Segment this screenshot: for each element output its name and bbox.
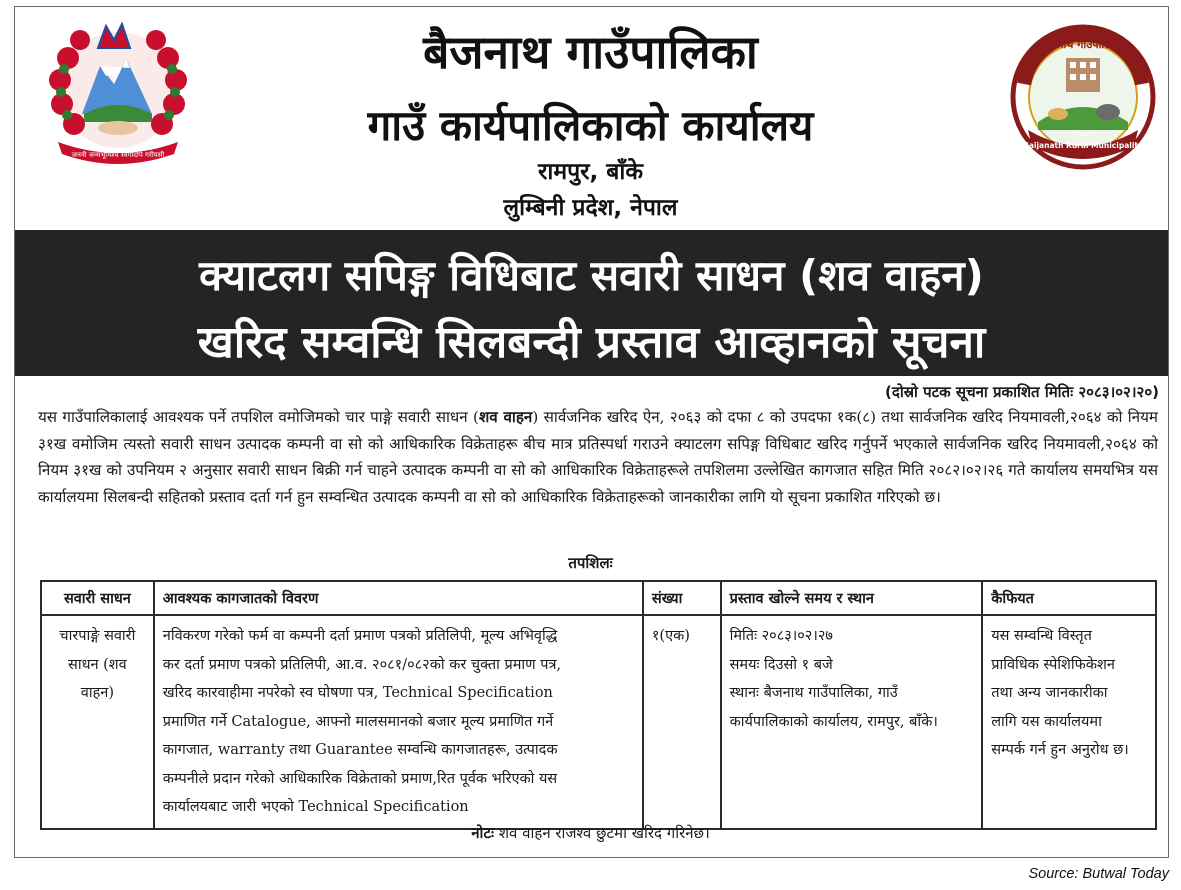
remarks-line: तथा अन्य जानकारीका <box>991 685 1108 701</box>
office-name: गाउँ कार्यपालिकाको कार्यालय <box>367 101 814 150</box>
vehicle-line: वाहन) <box>80 685 114 701</box>
municipality-name: बैजनाथ गाउँपालिका <box>423 25 758 79</box>
table-header-row <box>41 581 1156 615</box>
logo-year: २०७३ <box>1076 131 1090 138</box>
notice-note <box>0 823 1181 843</box>
header-vehicle: सवारी साधन <box>41 581 154 615</box>
cell-vehicle <box>41 615 154 829</box>
opening-line: स्थानः बैजनाथ गाउँपालिका, गाउँ <box>729 685 898 701</box>
notice-title-banner <box>15 230 1168 376</box>
office-province: लुम्बिनी प्रदेश, नेपाल <box>503 195 678 221</box>
vehicle-line: चारपाङ्गे सवारी <box>59 628 136 644</box>
logo-top-text: बैजनाथ गाउँपालिका <box>1042 38 1124 51</box>
schedule-table <box>40 580 1157 830</box>
header-remarks: कैफियत <box>982 581 1156 615</box>
emblem-motto: जननी जन्मभूमिश्च स्वर्गादपि गरीयसी <box>71 151 165 159</box>
documents-line: खरिद कारवाहीमा नपरेको स्व घोषणा पत्र, Technical Specification <box>162 685 553 701</box>
remarks-line: लागि यस कार्यालयमा <box>991 713 1102 730</box>
body-intro-part1: यस गाउँपालिकालाई आवश्यक पर्ने तपशिल वमोजिमको चार पाङ्गे सवारी साधन ( <box>38 408 479 426</box>
municipality-logo-icon <box>1008 22 1158 172</box>
remarks-line: प्राविधिक स्पेशिफिकेशन <box>991 656 1115 673</box>
logo-bottom-text: Baijanath Rural Municipality <box>1023 141 1143 150</box>
cell-quantity: १(एक) <box>643 615 721 829</box>
opening-line: कार्यपालिकाको कार्यालय, रामपुर, बाँके। <box>729 713 938 730</box>
documents-line: कार्यालयबाट जारी भएको Technical Specification <box>162 799 469 815</box>
publication-date-note: (दोस्रो पटक सूचना प्रकाशित मितिः २०८३।०२।२०) <box>885 383 1159 401</box>
notice-title-line1: क्याटलग सपिङ्ग विधिबाट सवारी साधन (शव वाहन) <box>199 251 984 300</box>
cell-opening <box>721 615 983 829</box>
documents-line: कर दर्ता प्रमाण पत्रको प्रतिलिपी, आ.व. २०८१/०८२को कर चुक्ता प्रमाण पत्र, <box>162 656 562 673</box>
schedule-title: तपशिलः <box>568 554 613 572</box>
vehicle-line: साधन (शव <box>68 656 127 673</box>
cell-documents <box>154 615 643 829</box>
notice-body <box>38 404 1158 510</box>
body-intro-bold: शव वाहन <box>478 408 533 426</box>
body-intro-part2: ) सार्वजनिक खरिद ऐन, २०६३ को दफा ८ को उपदफा १क(८) तथा सार्वजनिक खरिद नियमावली,२०६४ को नियम ३१ख वमोजिम त्यस्तो सवारी साधन उत्पादक कम्पनी वा सो को आधिकारिक विक्रेताहरू बीच मात्र प्रतिस्पर्धा गराउने क्याटलग सपिङ्ग विधिबाट खरिद गर्नुपर्ने भएकाले सार्वजनिक खरिद नियमावली,२०६४ को नियम ३१ख को उपनियम २ अनुसार सवारी साधन बिक्री गर्न चाहने उत्पादक कम्पनी वा सो को आधिकारिक विक्रेताहरूले तपशिलमा उल्लेखित कागजात सहित मिति २०८२।०२।२६ गते कार्यालय समयभित्र यस कार्यालयमा सिलबन्दी सहितको प्रस्ताव दर्ता गर्न हुन सम्वन्धित उत्पादक कम्पनी वा सो को आधिकारिक विक्रेताहरूको जानकारीका लागि यो सूचना प्रकाशित गरिएको छ। <box>38 408 1158 506</box>
notice-title-line2: खरिद सम्वन्धि सिलबन्दी प्रस्ताव आव्हानको सूचना <box>197 317 986 368</box>
office-address: रामपुर, बाँके <box>537 159 644 185</box>
documents-line: प्रमाणित गर्ने Catalogue, आफ्नो मालसमानको बजार मूल्य प्रमाणित गर्ने <box>162 713 554 730</box>
documents-line: कम्पनीले प्रदान गरेको आधिकारिक विक्रेताको प्रमाण,रित पूर्वक भरिएको यस <box>162 770 558 787</box>
remarks-line: यस सम्वन्धि विस्तृत <box>991 628 1092 644</box>
documents-line: नविकरण गरेको फर्म वा कम्पनी दर्ता प्रमाण पत्रको प्रतिलिपी, मूल्य अभिवृद्धि <box>162 628 558 644</box>
notice-header <box>0 0 1181 230</box>
cell-remarks <box>982 615 1156 829</box>
opening-line: समयः दिउसो १ बजे <box>729 656 833 673</box>
header-documents: आवश्यक कागजातको विवरण <box>154 581 643 615</box>
note-label: नोटः <box>471 824 495 842</box>
table-row <box>41 615 1156 829</box>
header-quantity: संख्या <box>643 581 721 615</box>
source-credit: Source: Butwal Today <box>1028 866 1169 882</box>
header-opening: प्रस्ताव खोल्ने समय र स्थान <box>721 581 983 615</box>
note-text: शव वाहन राजश्व छुटमा खरिद गरिनेछ। <box>494 824 710 842</box>
remarks-line: सम्पर्क गर्न हुन अनुरोध छ। <box>991 742 1129 758</box>
opening-line: मितिः २०८३।०२।२७ <box>729 628 833 644</box>
documents-line: कागजात, warranty तथा Guarantee सम्वन्धि कागजातहरू, उत्पादक <box>162 742 558 758</box>
